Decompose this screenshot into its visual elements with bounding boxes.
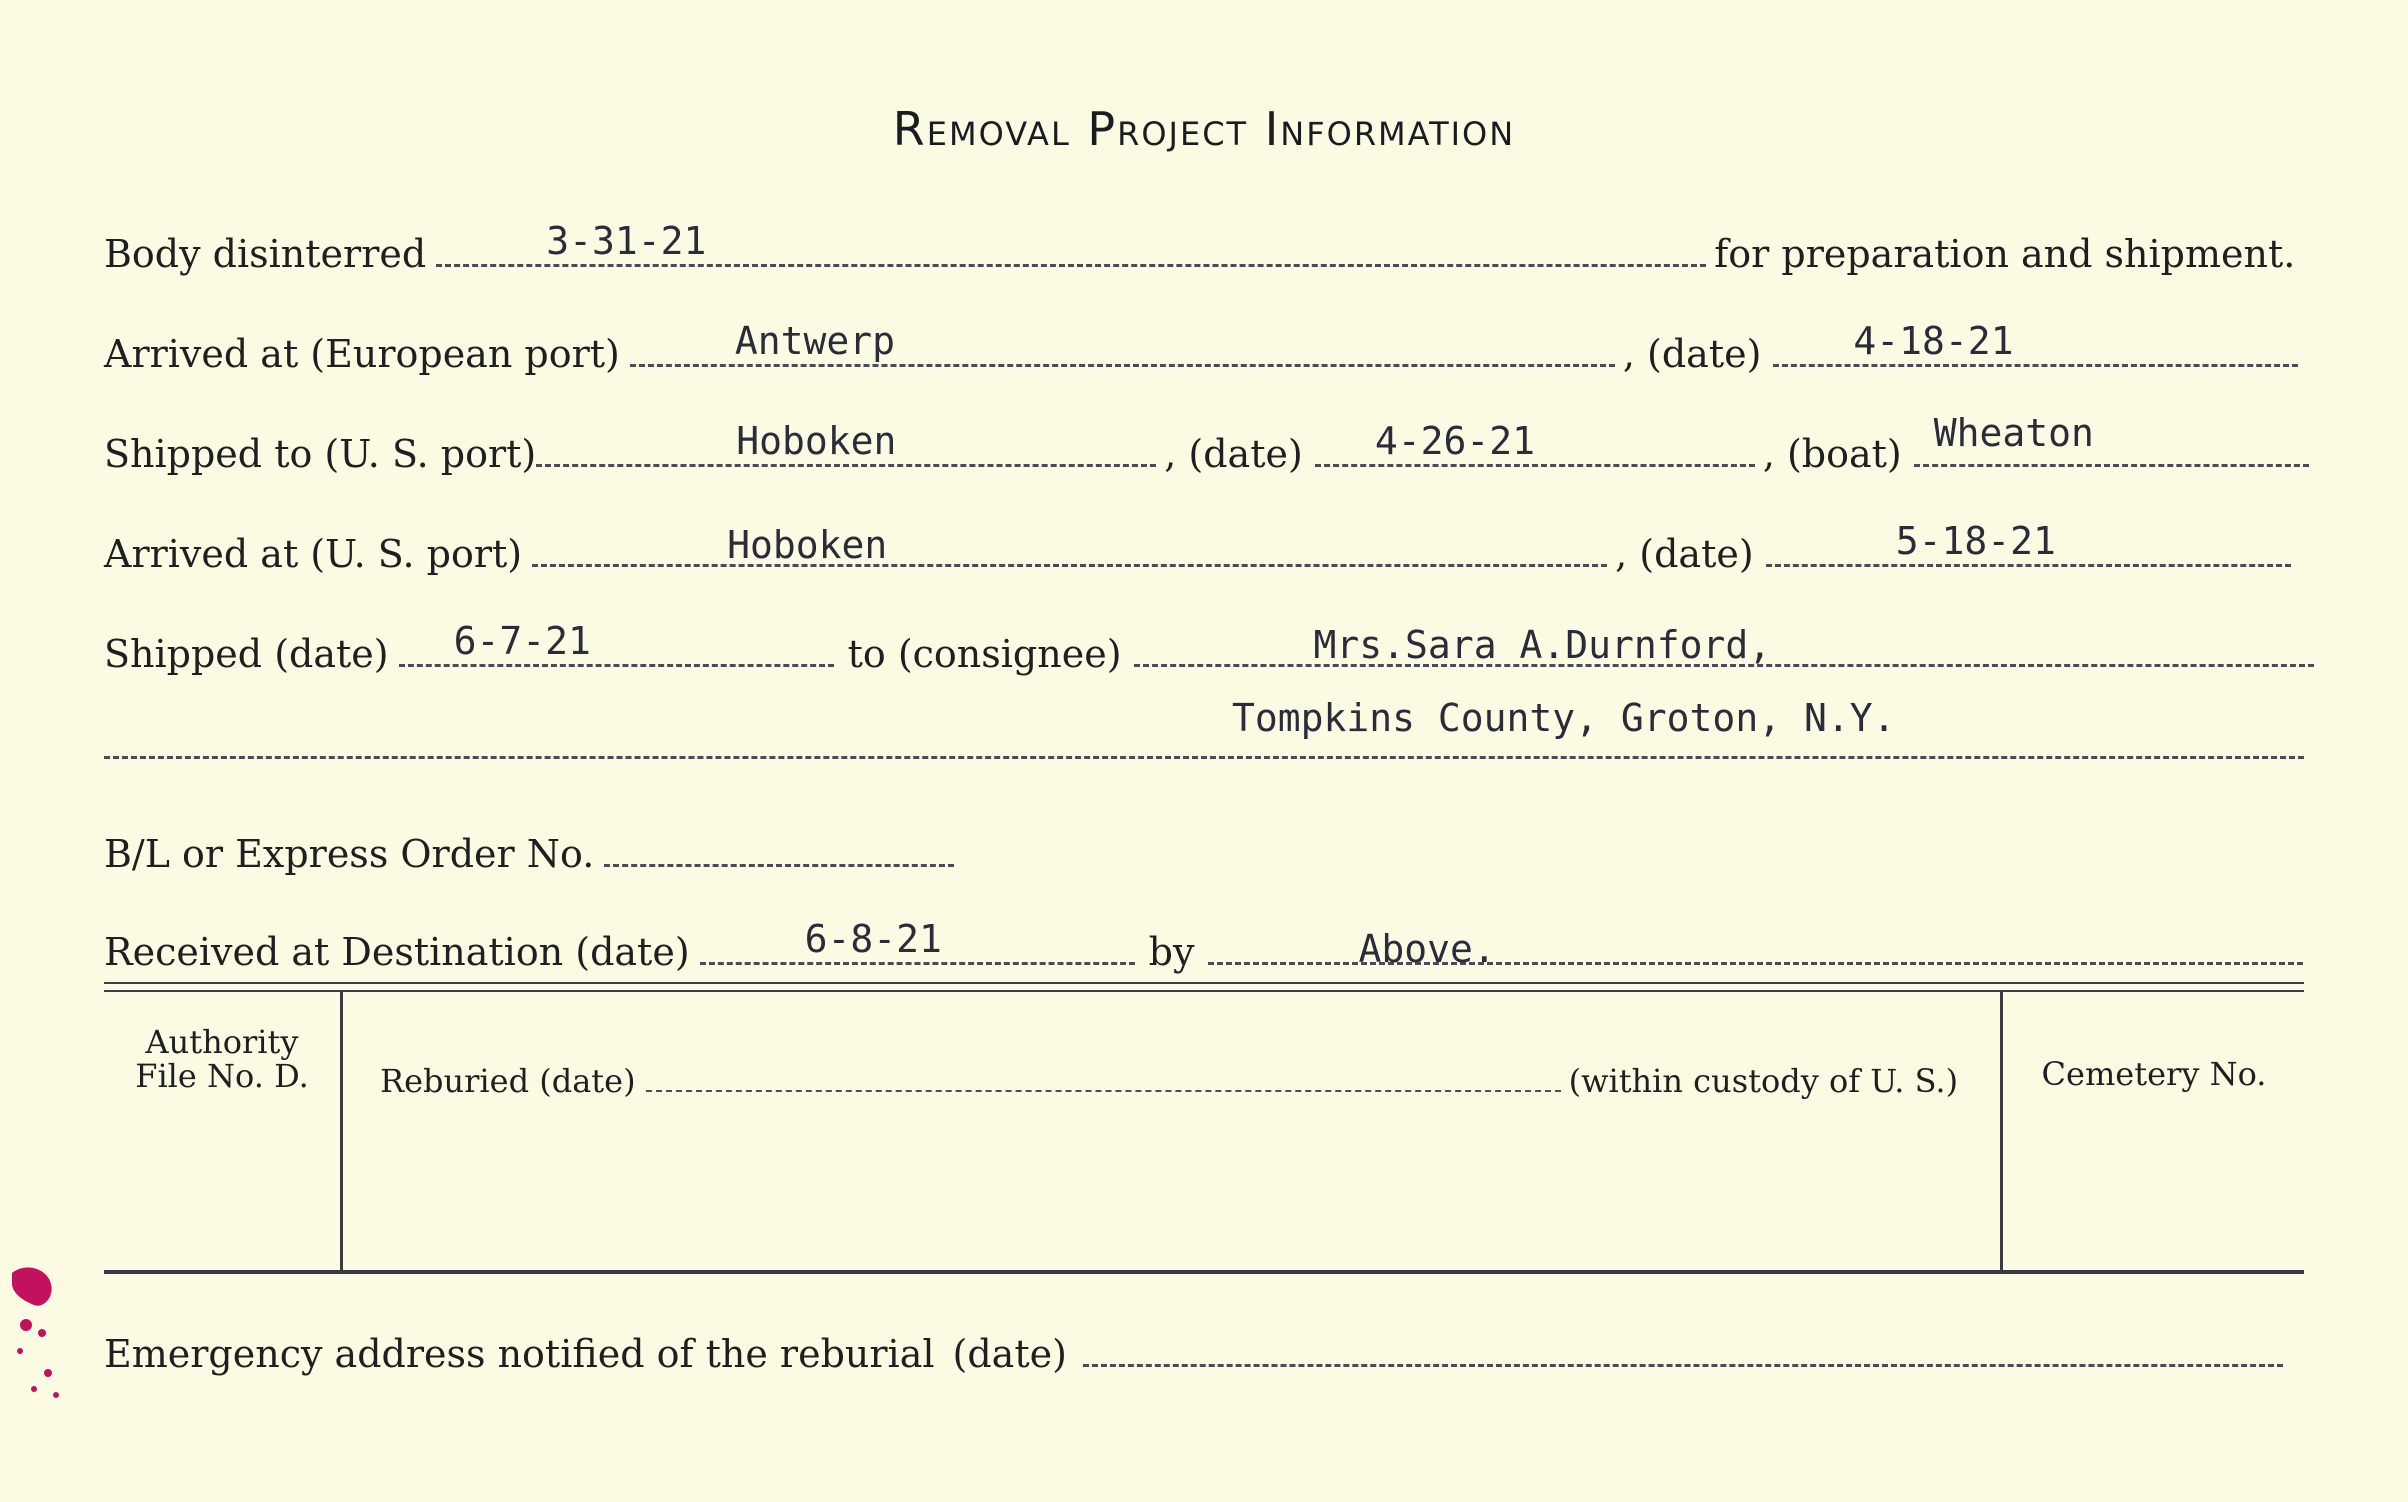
reburied-label: Reburied (date): [380, 1062, 636, 1100]
boat-field[interactable]: [1914, 411, 2309, 467]
disinterred-label: Body disinterred: [104, 232, 427, 276]
shipped-label: Shipped (date): [104, 632, 389, 676]
consignee-label: to (consignee): [847, 632, 1122, 676]
european-port-value: Antwerp: [734, 319, 896, 363]
received-by-field[interactable]: [1208, 924, 2303, 971]
disinterred-value: 3-31-21: [546, 219, 707, 263]
shipped-date-field[interactable]: [399, 619, 834, 667]
us-port-shipped-date-value: 4-26-21: [1374, 419, 1535, 463]
authority-line1: Authority: [145, 1023, 299, 1061]
consignee-line2: Tompkins County, Groton, N.Y.: [1232, 696, 1896, 740]
consignee-continuation-line[interactable]: [104, 756, 2304, 759]
us-port-arrived-label: Arrived at (U. S. port): [104, 532, 523, 576]
us-port-shipped-value: Hoboken: [736, 419, 897, 463]
european-port-date-value: 4-18-21: [1853, 319, 2014, 363]
section-divider: [104, 982, 2304, 992]
us-port-shipped-date-field[interactable]: [1315, 419, 1755, 467]
authority-label: [104, 1023, 340, 1095]
boat-value: Wheaton: [1933, 411, 2094, 455]
lower-section-bottom-line: [104, 1270, 2304, 1274]
european-port-date-label: , (date): [1622, 332, 1762, 376]
us-port-shipped-date-label: , (date): [1164, 432, 1303, 476]
row-reburied: [380, 1058, 1970, 1100]
authority-line2: File No. D.: [135, 1056, 309, 1095]
bl-field[interactable]: [604, 826, 954, 867]
emergency-label: Emergency address notified of the reburial: [104, 1332, 935, 1376]
us-port-arrived-field[interactable]: [532, 523, 1607, 567]
ink-stain: [4, 1255, 64, 1405]
row-emergency: [104, 1326, 2283, 1376]
disinterred-suffix: for preparation and shipment.: [1714, 232, 2296, 276]
bl-label: B/L or Express Order No.: [104, 832, 595, 876]
received-date-value: 6-8-21: [804, 917, 942, 961]
us-port-arrived-value: Hoboken: [727, 523, 888, 567]
cemetery-column-divider: [2000, 992, 2003, 1270]
cemetery-label: Cemetery No.: [2041, 1055, 2267, 1093]
european-port-date-field[interactable]: [1773, 319, 2298, 367]
authority-column-divider: [340, 992, 343, 1270]
row-us-port-shipped: [104, 411, 2309, 476]
row-shipped: [104, 619, 2314, 676]
custody-note: (within custody of U. S.): [1568, 1062, 1959, 1100]
european-port-field[interactable]: [630, 319, 1615, 367]
received-by-label: by: [1148, 930, 1195, 974]
us-port-arrived-date-value: 5-18-21: [1895, 519, 2056, 563]
row-disinterred: [104, 219, 2307, 276]
received-date-field[interactable]: [700, 917, 1135, 965]
consignee-field[interactable]: [1134, 623, 2314, 667]
row-bl: [104, 826, 954, 876]
boat-label: , (boat): [1762, 432, 1902, 476]
disinterred-field[interactable]: [436, 219, 1706, 267]
us-port-shipped-field[interactable]: [536, 419, 1156, 467]
shipped-date-value: 6-7-21: [453, 619, 591, 663]
card-title: Removal Project Information: [892, 102, 1516, 156]
row-received: [104, 917, 2303, 974]
received-label: Received at Destination (date): [104, 930, 690, 974]
emergency-date-field[interactable]: [1083, 1326, 2283, 1367]
european-port-label: Arrived at (European port): [104, 332, 620, 376]
us-port-arrived-date-label: , (date): [1615, 532, 1754, 576]
us-port-arrived-date-field[interactable]: [1766, 519, 2291, 567]
received-by-value: Above.: [1358, 927, 1496, 971]
reburied-date-field[interactable]: [646, 1058, 1561, 1092]
row-us-port-arrived: [104, 519, 2291, 576]
consignee-line1: Mrs.Sara A.Durnford,: [1313, 623, 1772, 667]
row-european-port: [104, 319, 2298, 376]
emergency-date-label: (date): [952, 1332, 1067, 1376]
us-port-shipped-label: Shipped to (U. S. port): [104, 432, 537, 476]
